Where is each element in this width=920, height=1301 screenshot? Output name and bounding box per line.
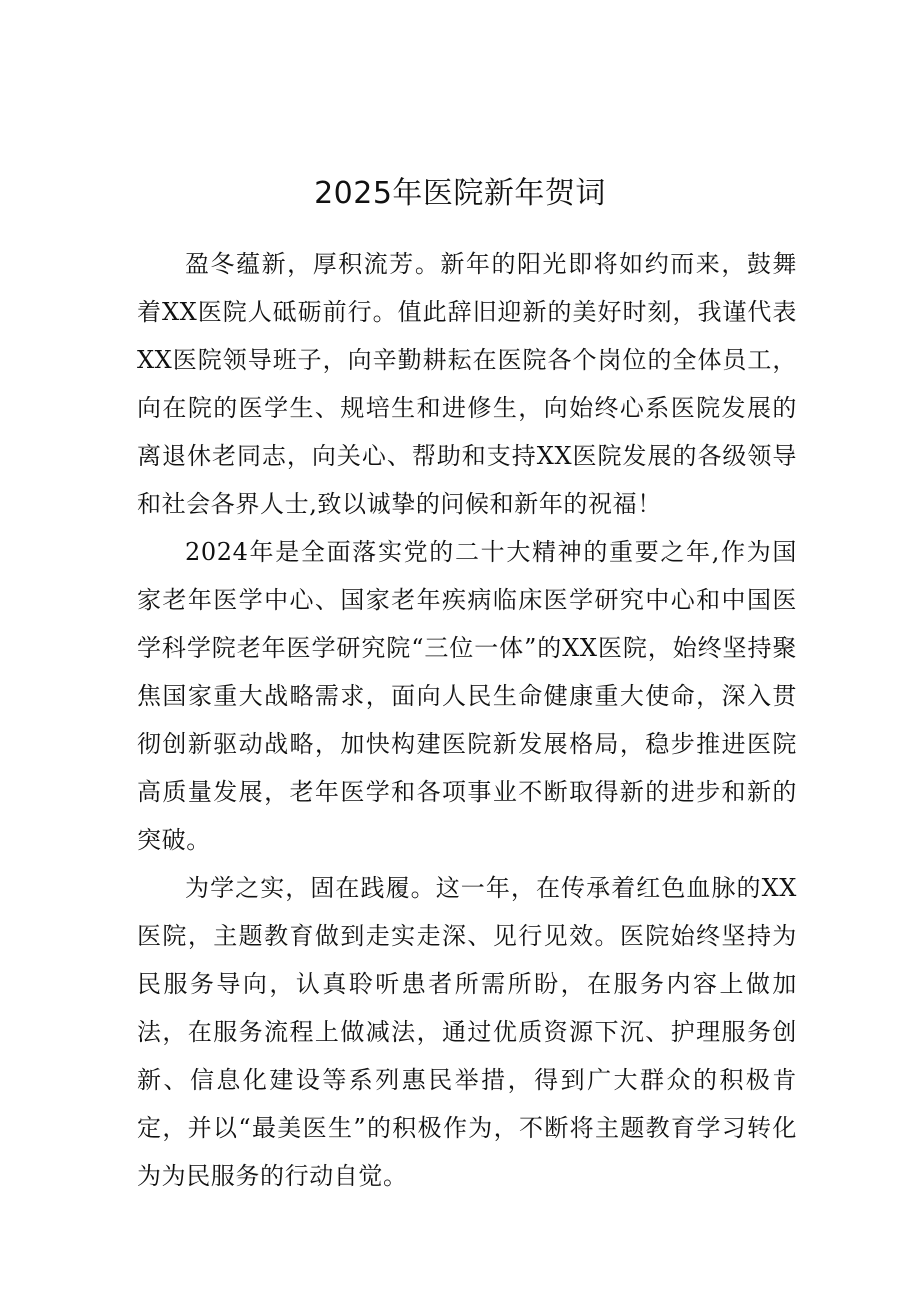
document-title: 2025年医院新年贺词: [314, 176, 606, 211]
paragraph-2: 2024年是全面落实党的二十大精神的重要之年,作为国家老年医学中心、国家老年疾病临床医学研究中心和中国医学科学院老年医学研究院“三位一体”的XX医院，始终坚持聚焦国家重大战略需求，面向人民生命健康重大使命，深入贯彻创新驱动战略，加快构建医院新发展格局，稳步推进医院高质量发展，老年医学和各项事业不断取得新的进步和新的突破。: [137, 538, 797, 854]
paragraph-1: 盈冬蕴新，厚积流芳。新年的阳光即将如约而来，鼓舞着XX医院人砥砺前行。值此辞旧迎新的美好时刻，我谨代表XX医院领导班子，向辛勤耕耘在医院各个岗位的全体员工，向在院的医学生、规培生和进修生，向始终心系医院发展的离退休老同志，向关心、帮助和支持XX医院发展的各级领导和社会各界人士,致以诚挚的问候和新年的祝福！: [137, 250, 797, 518]
document-body: [137, 240, 797, 1200]
paragraph-3: 为学之实，固在践履。这一年，在传承着红色血脉的XX医院，主题教育做到走实走深、见行见效。医院始终坚持为民服务导向，认真聆听患者所需所盼，在服务内容上做加法，在服务流程上做减法，通过优质资源下沉、护理服务创新、信息化建设等系列惠民举措，得到广大群众的积极肯定，并以“最美医生”的积极作为，不断将主题教育学习转化为为民服务的行动自觉。: [137, 874, 797, 1190]
